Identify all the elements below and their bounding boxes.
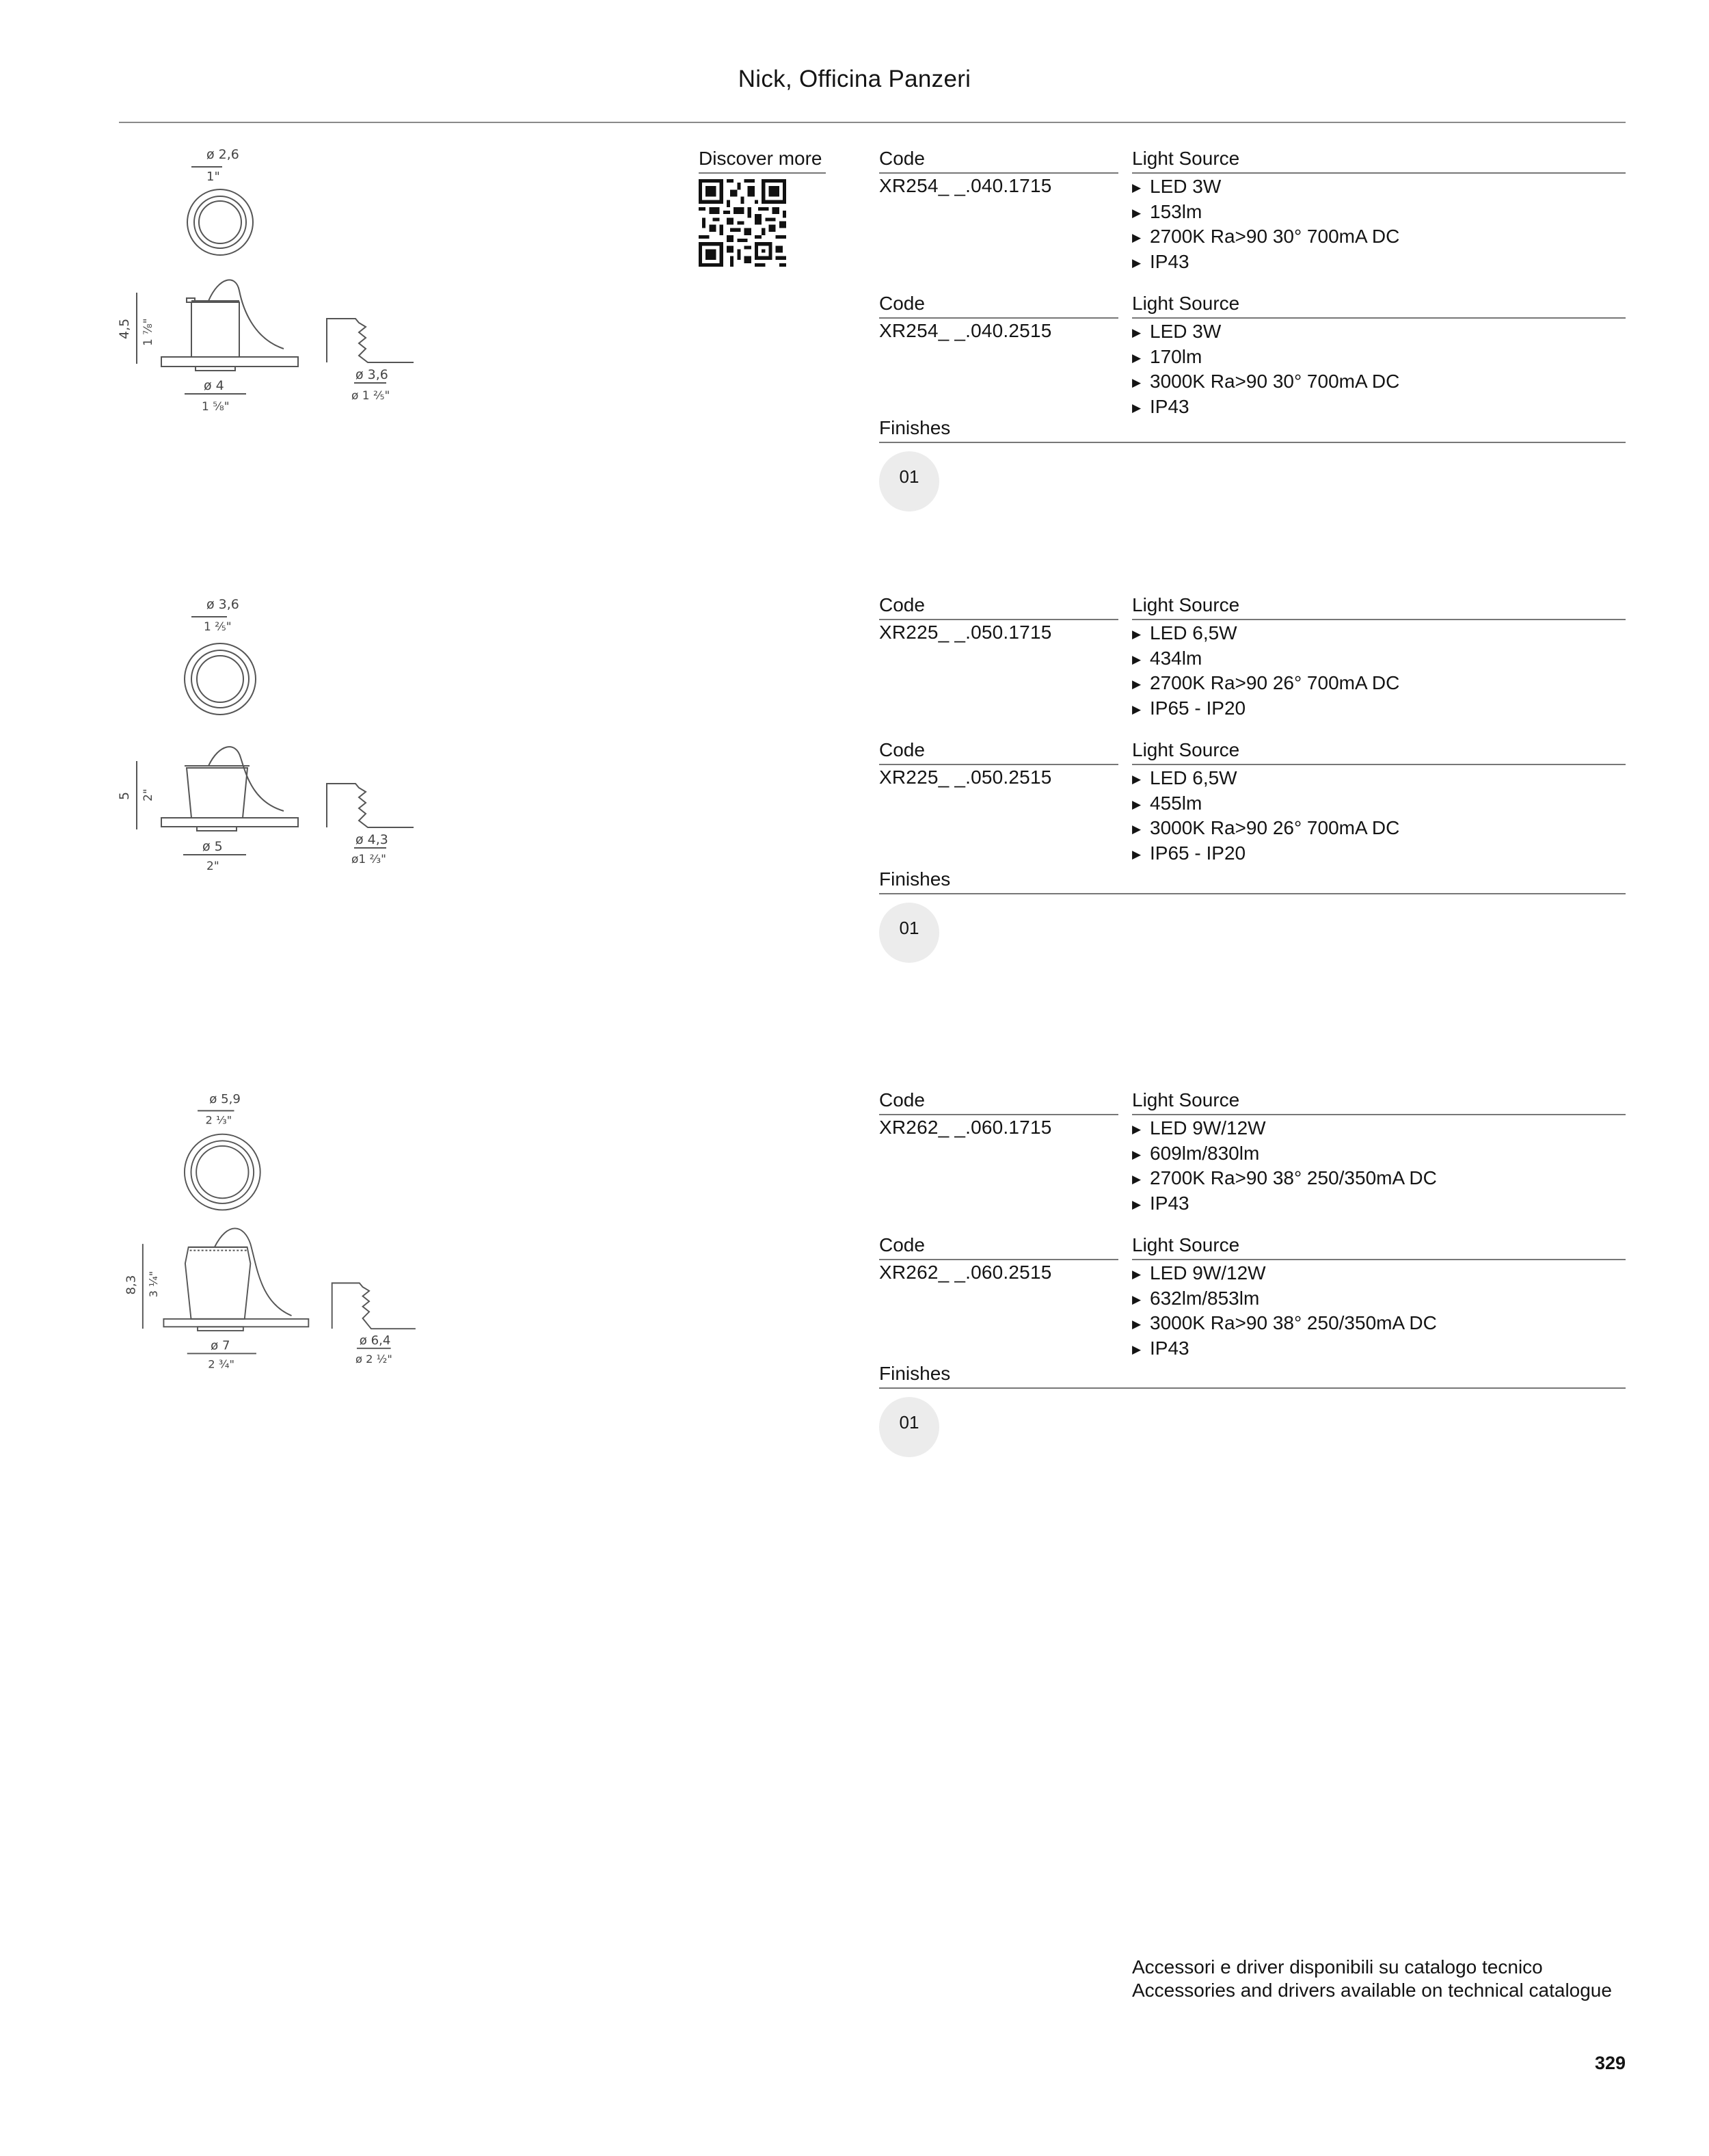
light-source-divider bbox=[1132, 317, 1626, 319]
code-divider bbox=[879, 172, 1118, 174]
variant-row bbox=[879, 594, 1626, 731]
top-diameter-in: 1 ⅖" bbox=[204, 620, 232, 634]
cut-diameter-mm: ø 4,3 bbox=[355, 832, 388, 847]
product-code: XR262_ _.060.2515 bbox=[879, 1262, 1052, 1283]
spec-item: ▶ IP43 bbox=[1132, 1192, 1437, 1217]
product-code: XR225_ _.050.1715 bbox=[879, 622, 1052, 643]
footer-note bbox=[1132, 1956, 1612, 2002]
triangle-right-icon: ▶ bbox=[1132, 1123, 1142, 1136]
technical-drawing-2 bbox=[109, 594, 431, 881]
triangle-right-icon: ▶ bbox=[1132, 231, 1142, 244]
triangle-right-icon: ▶ bbox=[1132, 823, 1142, 836]
height-in: 3 ¼" bbox=[146, 1270, 160, 1298]
light-source-divider bbox=[1132, 1259, 1626, 1260]
spec-item: ▶ LED 9W/12W bbox=[1132, 1262, 1437, 1287]
spec-item: ▶ IP65 - IP20 bbox=[1132, 697, 1399, 722]
code-label: Code bbox=[879, 594, 925, 615]
base-diameter-mm: ø 5 bbox=[202, 839, 223, 854]
triangle-right-icon: ▶ bbox=[1132, 1342, 1142, 1356]
light-source-divider bbox=[1132, 172, 1626, 174]
triangle-right-icon: ▶ bbox=[1132, 326, 1142, 339]
variant-row bbox=[879, 148, 1626, 284]
triangle-right-icon: ▶ bbox=[1132, 376, 1142, 389]
page-title: Nick, Officina Panzeri bbox=[738, 66, 971, 92]
spec-item: ▶ 3000K Ra>90 30° 700mA DC bbox=[1132, 370, 1399, 395]
finish-swatch[interactable]: 01 bbox=[879, 903, 939, 963]
triangle-right-icon: ▶ bbox=[1132, 773, 1142, 786]
technical-drawing-3 bbox=[109, 1087, 431, 1374]
triangle-right-icon: ▶ bbox=[1132, 1197, 1142, 1211]
light-source-label: Light Source bbox=[1132, 148, 1240, 169]
height-in: 1 ⅞" bbox=[142, 318, 155, 346]
spec-item: ▶ 170lm bbox=[1132, 345, 1399, 371]
height-mm: 4,5 bbox=[117, 318, 132, 339]
height-mm: 5 bbox=[117, 791, 132, 800]
code-divider bbox=[879, 619, 1118, 620]
triangle-right-icon: ▶ bbox=[1132, 628, 1142, 641]
spec-item: ▶ LED 3W bbox=[1132, 320, 1399, 345]
finishes-label: Finishes bbox=[879, 417, 951, 438]
finishes-divider bbox=[879, 1387, 1626, 1389]
finish-swatch[interactable]: 01 bbox=[879, 451, 939, 511]
light-source-label: Light Source bbox=[1132, 739, 1240, 760]
spec-list bbox=[1132, 320, 1399, 420]
top-diameter-in: 1" bbox=[206, 170, 220, 184]
code-divider bbox=[879, 1114, 1118, 1115]
light-source-label: Light Source bbox=[1132, 293, 1240, 314]
top-diameter-mm: ø 3,6 bbox=[206, 597, 239, 612]
spec-item: ▶ IP43 bbox=[1132, 250, 1399, 276]
spec-list bbox=[1132, 1262, 1437, 1361]
triangle-right-icon: ▶ bbox=[1132, 1292, 1142, 1306]
spec-item: ▶ LED 9W/12W bbox=[1132, 1117, 1437, 1142]
finishes-section bbox=[879, 1363, 1626, 1465]
triangle-right-icon: ▶ bbox=[1132, 181, 1142, 194]
base-diameter-in: 1 ⅝" bbox=[202, 400, 230, 414]
page-number: 329 bbox=[1594, 2053, 1626, 2073]
triangle-right-icon: ▶ bbox=[1132, 797, 1142, 811]
base-diameter-in: 2 ¾" bbox=[208, 1357, 234, 1371]
variant-row bbox=[879, 293, 1626, 429]
light-source-label: Light Source bbox=[1132, 1089, 1240, 1110]
base-diameter-in: 2" bbox=[206, 860, 219, 873]
code-divider bbox=[879, 764, 1118, 765]
finishes-label: Finishes bbox=[879, 1363, 951, 1384]
spec-item: ▶ 2700K Ra>90 38° 250/350mA DC bbox=[1132, 1167, 1437, 1192]
light-source-divider bbox=[1132, 619, 1626, 620]
spec-item: ▶ 2700K Ra>90 26° 700mA DC bbox=[1132, 671, 1399, 697]
code-divider bbox=[879, 1259, 1118, 1260]
spec-item: ▶ 434lm bbox=[1132, 647, 1399, 672]
spec-item: ▶ LED 6,5W bbox=[1132, 767, 1399, 792]
triangle-right-icon: ▶ bbox=[1132, 1147, 1142, 1161]
spec-item: ▶ 153lm bbox=[1132, 200, 1399, 226]
code-label: Code bbox=[879, 148, 925, 169]
triangle-right-icon: ▶ bbox=[1132, 256, 1142, 269]
triangle-right-icon: ▶ bbox=[1132, 652, 1142, 666]
cut-diameter-in: ø 1 ⅖" bbox=[351, 389, 390, 403]
spec-item: ▶ LED 6,5W bbox=[1132, 622, 1399, 647]
light-source-label: Light Source bbox=[1132, 594, 1240, 615]
spec-item: ▶ 2700K Ra>90 30° 700mA DC bbox=[1132, 225, 1399, 250]
cut-diameter-mm: ø 6,4 bbox=[359, 1333, 391, 1348]
triangle-right-icon: ▶ bbox=[1132, 401, 1142, 414]
discover-more-label: Discover more bbox=[699, 148, 822, 169]
header-divider bbox=[119, 122, 1626, 123]
spec-list bbox=[1132, 1117, 1437, 1216]
spec-item: ▶ 3000K Ra>90 26° 700mA DC bbox=[1132, 816, 1399, 842]
triangle-right-icon: ▶ bbox=[1132, 702, 1142, 716]
footer-note-english: Accessories and drivers available on technical catalogue bbox=[1132, 1980, 1612, 2001]
finishes-divider bbox=[879, 893, 1626, 894]
finishes-section bbox=[879, 868, 1626, 971]
top-diameter-mm: ø 2,6 bbox=[206, 147, 239, 162]
code-label: Code bbox=[879, 293, 925, 314]
spec-item: ▶ IP43 bbox=[1132, 1337, 1437, 1362]
height-mm: 8,3 bbox=[124, 1275, 139, 1295]
variant-row bbox=[879, 1089, 1626, 1226]
code-label: Code bbox=[879, 739, 925, 760]
variant-row bbox=[879, 1234, 1626, 1371]
triangle-right-icon: ▶ bbox=[1132, 1318, 1142, 1331]
finish-swatch[interactable]: 01 bbox=[879, 1397, 939, 1457]
light-source-divider bbox=[1132, 764, 1626, 765]
cut-diameter-mm: ø 3,6 bbox=[355, 367, 388, 382]
spec-item: ▶ 3000K Ra>90 38° 250/350mA DC bbox=[1132, 1312, 1437, 1337]
spec-item: ▶ 609lm/830lm bbox=[1132, 1142, 1437, 1167]
spec-list bbox=[1132, 175, 1399, 275]
code-divider bbox=[879, 317, 1118, 319]
finishes-label: Finishes bbox=[879, 868, 951, 890]
footer-note-italian: Accessori e driver disponibili su catalogo tecnico bbox=[1132, 1956, 1543, 1978]
product-code: XR254_ _.040.2515 bbox=[879, 320, 1052, 341]
triangle-right-icon: ▶ bbox=[1132, 1173, 1142, 1186]
light-source-label: Light Source bbox=[1132, 1234, 1240, 1255]
finishes-section bbox=[879, 417, 1626, 520]
spec-item: ▶ LED 3W bbox=[1132, 175, 1399, 200]
triangle-right-icon: ▶ bbox=[1132, 351, 1142, 364]
light-source-divider bbox=[1132, 1114, 1626, 1115]
spec-list bbox=[1132, 767, 1399, 866]
product-code: XR254_ _.040.1715 bbox=[879, 175, 1052, 196]
finishes-divider bbox=[879, 442, 1626, 443]
code-label: Code bbox=[879, 1089, 925, 1110]
triangle-right-icon: ▶ bbox=[1132, 847, 1142, 861]
top-diameter-in: 2 ⅓" bbox=[205, 1113, 232, 1127]
technical-drawing-1 bbox=[109, 144, 431, 431]
cut-diameter-in: ø 2 ½" bbox=[355, 1352, 392, 1366]
base-diameter-mm: ø 7 bbox=[211, 1338, 230, 1353]
spec-item: ▶ IP43 bbox=[1132, 395, 1399, 421]
triangle-right-icon: ▶ bbox=[1132, 206, 1142, 219]
spec-item: ▶ 455lm bbox=[1132, 792, 1399, 817]
code-label: Code bbox=[879, 1234, 925, 1255]
product-code: XR262_ _.060.1715 bbox=[879, 1117, 1052, 1138]
cut-diameter-in: ø1 ⅔" bbox=[351, 853, 386, 866]
variant-row bbox=[879, 739, 1626, 876]
triangle-right-icon: ▶ bbox=[1132, 1268, 1142, 1281]
product-code: XR225_ _.050.2515 bbox=[879, 767, 1052, 788]
spec-item: ▶ 632lm/853lm bbox=[1132, 1287, 1437, 1312]
spec-item: ▶ IP65 - IP20 bbox=[1132, 842, 1399, 867]
height-in: 2" bbox=[142, 788, 155, 801]
triangle-right-icon: ▶ bbox=[1132, 678, 1142, 691]
top-diameter-mm: ø 5,9 bbox=[209, 1091, 241, 1106]
base-diameter-mm: ø 4 bbox=[204, 378, 224, 393]
spec-list bbox=[1132, 622, 1399, 721]
